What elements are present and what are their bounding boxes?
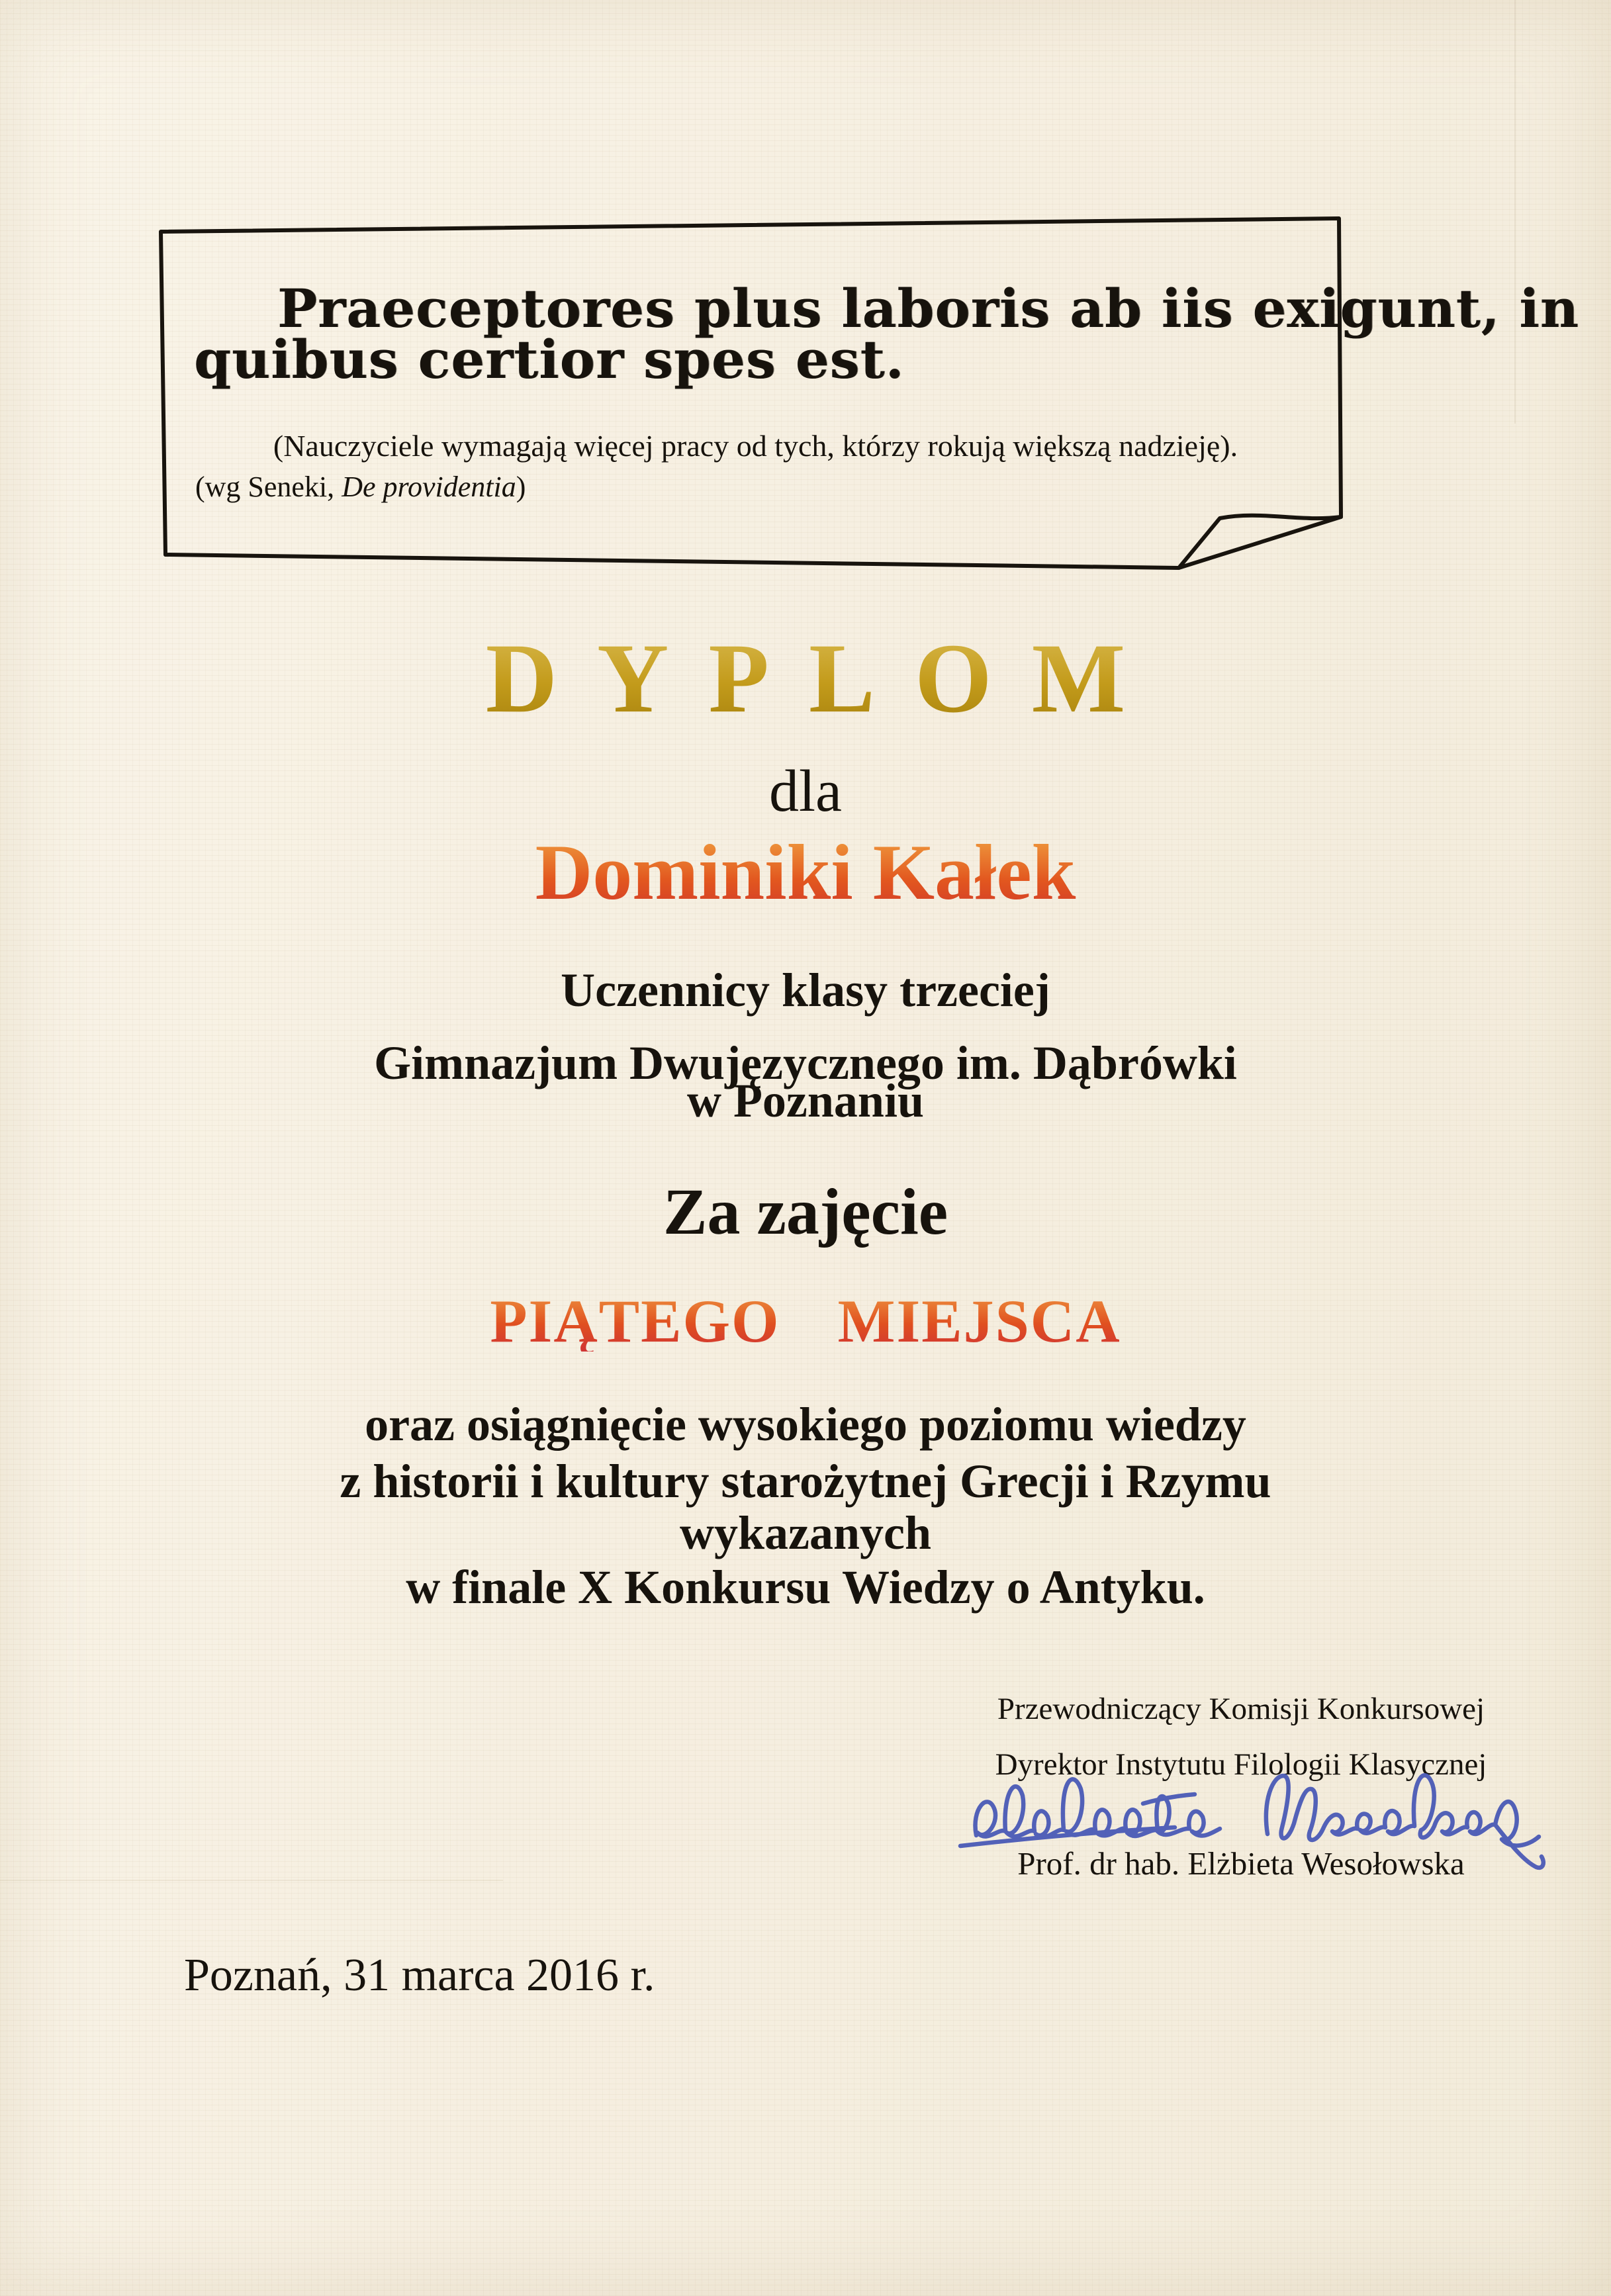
place-and-date: Poznań, 31 marca 2016 r.: [184, 1950, 655, 2001]
award-detail-line: w finale X Konkursu Wiedzy o Antyku.: [406, 1561, 1205, 1614]
paper-crease-vertical: [1514, 0, 1516, 424]
latin-quote-line1: Praeceptores plus laboris ab iis exigunt, in: [277, 277, 1579, 340]
signer-role-line2: Dyrektor Instytutu Filologii Klasycznej: [995, 1747, 1487, 1782]
page-curl-icon: [1179, 516, 1341, 568]
signature-first-name-stroke: [975, 1779, 1220, 1837]
award-detail-line: wykazanych: [679, 1506, 932, 1559]
award-place: PIĄTEGO MIEJSCA: [0, 1291, 1611, 1352]
attribution-suffix: ): [516, 471, 526, 503]
recipient-desc-line1: Uczennicy klasy trzeciej: [561, 964, 1050, 1017]
latin-quote-line2: quibus certior spes est.: [194, 328, 905, 390]
signature-t-cross-stroke: [1143, 1794, 1195, 1804]
recipient-desc-line3: w Poznaniu: [686, 1074, 925, 1127]
for-label: dla: [769, 758, 842, 824]
award-detail-line: z historii i kultury starożytnej Grecji i Rzymu: [340, 1455, 1271, 1508]
quote-attribution: [195, 473, 526, 502]
signer-role-line1: Przewodniczący Komisji Konkursowej: [997, 1692, 1485, 1726]
recipient-name: Dominiki Kałek: [0, 833, 1611, 912]
certificate-title: DYPLOM: [0, 629, 1611, 728]
quote-box-bottom-border: [165, 555, 1179, 568]
recipient-desc-line2: Gimnazjum Dwujęzycznego im. Dąbrówki: [374, 1036, 1237, 1089]
award-lead: Za zajęcie: [663, 1175, 948, 1248]
paper-crease-horizontal: [0, 1880, 503, 1881]
award-detail-line: oraz osiągnięcie wysokiego poziomu wiedzy: [365, 1398, 1246, 1451]
signer-name: Prof. dr hab. Elżbieta Wesołowska: [1017, 1845, 1465, 1882]
attribution-prefix: (wg Seneki,: [195, 471, 342, 503]
signature-last-name-stroke: [1266, 1775, 1539, 1845]
signature-underline-stroke: [960, 1827, 1175, 1846]
attribution-work-title: De providentia: [342, 471, 516, 503]
quote-translation: (Nauczyciele wymagają więcej pracy od tych, którzy rokują większą nadzieję).: [273, 429, 1238, 463]
